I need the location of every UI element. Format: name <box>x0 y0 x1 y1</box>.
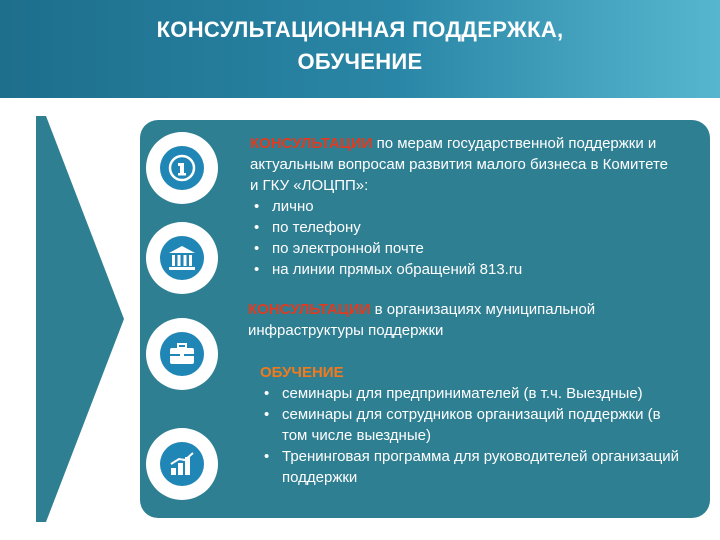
page-title <box>0 14 720 78</box>
block2-highlight: КОНСУЛЬТАЦИИ <box>248 301 371 318</box>
list-item: • Тренинговая программа для руководителей организаций поддержки <box>260 446 680 488</box>
info-circle <box>146 132 218 204</box>
block2-text: в организациях муниципальной инфраструктуры поддержки <box>248 301 596 339</box>
briefcase-circle <box>146 318 218 390</box>
building-icon <box>160 236 204 280</box>
block1-text: по мерам государственной поддержки и актуальным вопросам развития малого бизнеса в Комитете и ГКУ «ЛОЦПП»: <box>250 135 669 194</box>
header-banner <box>0 0 720 98</box>
list-item: • по телефону <box>250 217 670 238</box>
info-icon <box>160 146 204 190</box>
list-item: • лично <box>250 196 670 217</box>
list-item: • семинары для предпринимателей (в т.ч. Выездные) <box>260 383 680 404</box>
consultations-block-2 <box>248 299 688 341</box>
block1-highlight: КОНСУЛЬТАЦИИ <box>250 135 373 152</box>
chevron-arrow <box>36 116 124 522</box>
list-item: • на линии прямых обращений 813.ru <box>250 259 670 280</box>
list-item: • по электронной почте <box>250 238 670 259</box>
chart-circle <box>146 428 218 500</box>
block3-highlight: ОБУЧЕНИЕ <box>260 364 344 381</box>
building-circle <box>146 222 218 294</box>
consultations-block-1 <box>250 133 670 280</box>
title-line-1: КОНСУЛЬТАЦИОННАЯ ПОДДЕРЖКА, <box>156 17 564 42</box>
briefcase-icon <box>160 332 204 376</box>
block1-paragraph <box>250 133 670 196</box>
title-line-2: ОБУЧЕНИЕ <box>297 49 423 74</box>
list-item: • семинары для сотрудников организаций поддержки (в том числе выездные) <box>260 404 680 446</box>
training-block <box>260 362 680 488</box>
block3-list <box>260 383 680 488</box>
block1-list <box>250 196 670 280</box>
bar-chart-icon <box>160 442 204 486</box>
